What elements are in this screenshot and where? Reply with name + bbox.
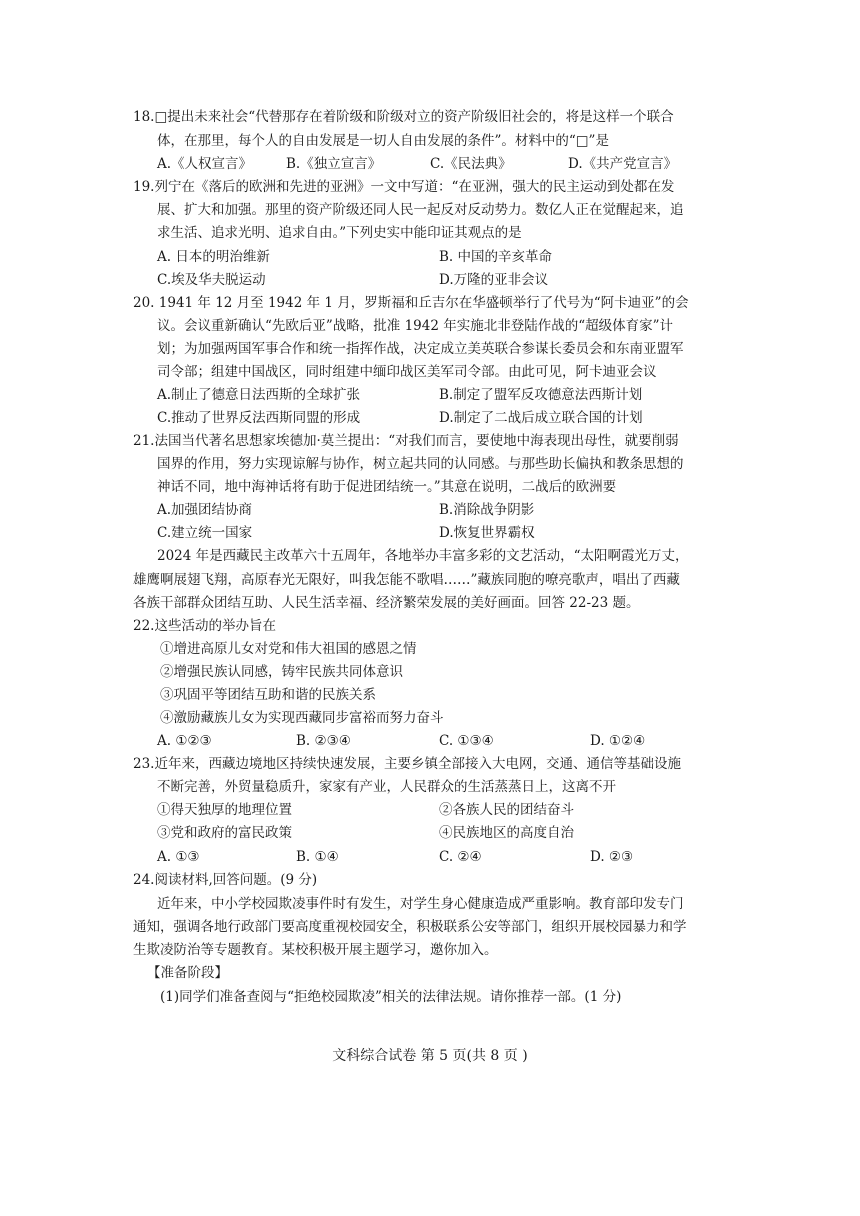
q20-option-c: C.推动了世界反法西斯同盟的形成 (157, 410, 361, 426)
q20-option-b: B.制定了盟军反攻德意法西斯计划 (439, 387, 643, 403)
q22-item-4: ④激励藏族儿女为实现西藏同步富裕而努力奋斗 (160, 710, 444, 726)
q19-option-a: A. 日本的明治维新 (157, 249, 270, 265)
q19-stem-line-1: 19.列宁在《落后的欧洲和先进的亚洲》一文中写道：“在亚洲，强大的民主运动到处都在发 (133, 179, 675, 195)
q19-stem-line-3: 求生活、追求光明、追求自由。”下列史实中能印证其观点的是 (157, 225, 522, 241)
q22-stem: 22.这些活动的举办旨在 (133, 618, 276, 634)
q20-stem-line-3: 划；为加强两国军事合作和统一指挥作战，决定成立美英联合参谋长委员会和东南亚盟军 (157, 341, 684, 357)
q23-stem-line-1: 23.近年来，西藏边境地区持续快速发展，主要乡镇全部接入大电网，交通、通信等基础设施 (133, 756, 681, 772)
q24-section-heading: 【准备阶段】 (147, 965, 228, 981)
q24-material-line-3: 生欺凌防治等专题教育。某校积极开展主题学习，邀你加入。 (133, 942, 498, 958)
q18-option-c: C.《民法典》 (430, 156, 512, 172)
q19-option-b: B. 中国的辛亥革命 (439, 249, 553, 265)
q20-option-d: D.制定了二战后成立联合国的计划 (439, 410, 643, 426)
q23-item-4: ④民族地区的高度自治 (439, 825, 574, 841)
q23-option-c: C. ②④ (439, 849, 482, 865)
q23-option-a: A. ①③ (157, 849, 200, 865)
q19-option-d: D.万隆的亚非会议 (439, 272, 549, 288)
q18-stem-line-1: 18.□提出未来社会“代替那存在着阶级和阶级对立的资产阶级旧社会的，将是这样一个联合 (133, 109, 674, 125)
q22-item-2: ②增强民族认同感，铸牢民族共同体意识 (160, 664, 403, 680)
q20-stem-line-4: 司令部；组建中国战区，同时组建中缅印战区美军司令部。由此可见，阿卡迪亚会议 (157, 364, 657, 380)
q18-option-d: D.《共产党宣言》 (568, 156, 678, 172)
passage-line-3: 各族干部群众团结互助、人民生活幸福、经济繁荣发展的美好画面。回答 22-23 题。 (133, 595, 640, 611)
q23-item-1: ①得天独厚的地理位置 (157, 802, 292, 818)
q21-option-a: A.加强团结协商 (157, 502, 253, 518)
q23-item-3: ③党和政府的富民政策 (157, 825, 292, 841)
q22-item-1: ①增进高原儿女对党和伟大祖国的感恩之情 (160, 641, 417, 657)
q20-option-a: A.制止了德意日法西斯的全球扩张 (157, 387, 361, 403)
q24-stem: 24.阅读材料,回答问题。(9 分) (133, 872, 318, 888)
q18-option-a: A.《人权宣言》 (157, 156, 253, 172)
q23-option-b: B. ①④ (296, 849, 339, 865)
q18-option-b: B.《独立宣言》 (286, 156, 382, 172)
q22-option-d: D. ①②④ (590, 733, 646, 749)
q19-option-c: C.埃及华夫脱运动 (157, 272, 266, 288)
q24-subquestion-1: (1)同学们准备查阅与“拒绝校园欺凌”相关的法律法规。请你推荐一部。(1 分) (160, 989, 622, 1005)
q21-option-b: B.消除战争阴影 (439, 502, 535, 518)
q18-stem-line-2: 体，在那里，每个人的自由发展是一切人自由发展的条件”。材料中的“□”是 (157, 133, 609, 149)
q21-stem-line-2: 国界的作用，努力实现谅解与协作，树立起共同的认同感。与那些助长偏执和教条思想的 (157, 456, 684, 472)
q21-option-c: C.建立统一国家 (157, 525, 253, 541)
q21-stem-line-3: 神话不同，地中海神话将有助于促进团结统一。”其意在说明，二战后的欧洲要 (157, 479, 617, 495)
q23-option-d: D. ②③ (590, 849, 634, 865)
passage-line-1: 2024 年是西藏民主改革六十五周年，各地举办丰富多彩的文艺活动，“太阳啊霞光万丈， (157, 548, 689, 564)
q19-stem-line-2: 展、扩大和加强。那里的资产阶级还同人民一起反对反动势力。数亿人正在觉醒起来，追 (157, 202, 684, 218)
q20-stem-line-2: 议。会议重新确认“先欧后亚”战略，批准 1942 年实施北非登陆作战的“超级体育家”计 (157, 318, 674, 334)
q22-item-3: ③巩固平等团结互助和谐的民族关系 (160, 687, 376, 703)
q23-item-2: ②各族人民的团结奋斗 (439, 802, 574, 818)
q24-material-line-1: 近年来，中小学校园欺凌事件时有发生，对学生身心健康造成严重影响。教育部印发专门 (157, 896, 684, 912)
q20-stem-line-1: 20. 1941 年 12 月至 1942 年 1 月，罗斯福和丘吉尔在华盛顿举行了代号为“阿卡迪亚”的会 (133, 295, 689, 311)
q21-option-d: D.恢复世界霸权 (439, 525, 535, 541)
q24-material-line-2: 通知，强调各地行政部门要高度重视校园安全，积极联系公安等部门，组织开展校园暴力和学 (133, 919, 687, 935)
q21-stem-line-1: 21.法国当代著名思想家埃德加·莫兰提出：“对我们而言，要使地中海表现出母性，就要削弱 (133, 433, 679, 449)
page-footer: 文科综合试卷 第 5 页(共 8 页 ) (332, 1048, 528, 1064)
q22-option-b: B. ②③④ (296, 733, 351, 749)
q22-option-c: C. ①③④ (439, 733, 494, 749)
passage-line-2: 雄鹰啊展翅飞翔，高原春光无限好，叫我怎能不歌唱……”藏族同胞的嘹亮歌声，唱出了西藏 (133, 572, 680, 588)
q23-stem-line-2: 不断完善，外贸量稳质升，家家有产业，人民群众的生活蒸蒸日上，这离不开 (157, 779, 616, 795)
q22-option-a: A. ①②③ (157, 733, 212, 749)
